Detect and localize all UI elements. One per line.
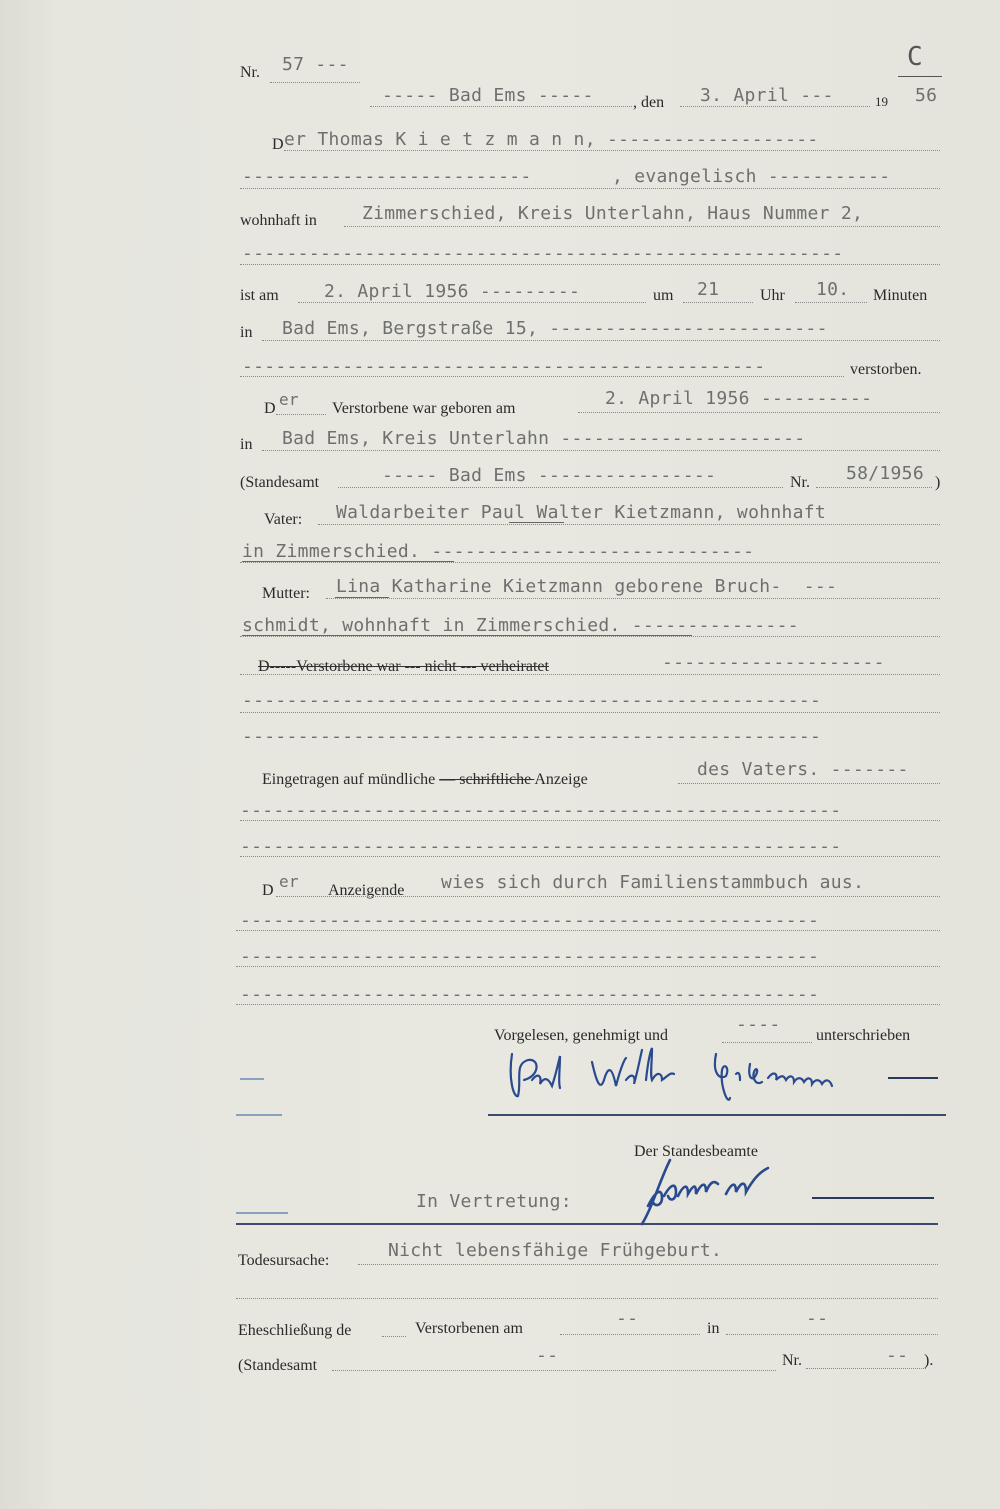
dotted-line — [240, 636, 940, 637]
nr-label: Nr. — [782, 1352, 802, 1369]
signature-rule — [488, 1114, 946, 1116]
dotted-line — [338, 487, 783, 488]
residence-label: wohnhaft in — [240, 212, 317, 229]
mother-value: Lina Katharine Kietzmann geborene Bruch- --- — [336, 576, 838, 597]
ident-line: ---------------------------------------------------- — [240, 910, 820, 931]
dotted-line — [236, 1298, 938, 1299]
deputy-label: In Vertretung: — [416, 1191, 572, 1212]
uhr-label: Uhr — [760, 287, 785, 304]
underline-address — [242, 561, 454, 562]
dotted-line — [276, 414, 326, 415]
ident-value: wies sich durch Familienstammbuch aus. — [441, 872, 865, 893]
report-label — [262, 771, 588, 789]
nr-label: Nr. — [240, 64, 260, 81]
nr-label: Nr. — [790, 474, 810, 491]
report-label-a: Eingetragen auf mündliche — [262, 771, 440, 788]
dotted-line — [240, 674, 940, 675]
birth-article: er — [279, 390, 299, 409]
underline-lina — [335, 597, 389, 598]
dotted-line — [370, 106, 632, 107]
marriage-registry-label: (Standesamt — [238, 1357, 318, 1374]
marital-dashes: -------------------- — [662, 652, 885, 673]
dotted-line — [240, 264, 940, 265]
marriage-label: Eheschließung de — [238, 1322, 352, 1339]
dotted-line — [270, 82, 360, 83]
dotted-line — [262, 450, 940, 451]
underline-paul — [509, 522, 564, 523]
marriage-registry-number: -- — [886, 1345, 909, 1366]
birth-registry: ----- Bad Ems ---------------- — [382, 465, 717, 486]
year-prefix: 19 — [875, 94, 888, 109]
deceased-name: er Thomas K i e t z m a n n, ------------------- — [284, 129, 819, 150]
father-label: Vater: — [264, 511, 303, 528]
dotted-line — [816, 487, 932, 488]
report-label-b: Anzeige — [534, 771, 588, 788]
registry-label: (Standesamt — [240, 474, 320, 491]
report-struck: — schriftliche — [439, 771, 535, 788]
cause-value: Nicht lebensfähige Frühgeburt. — [388, 1240, 723, 1261]
in-label: in — [240, 324, 253, 341]
marriage-place: -- — [806, 1308, 829, 1329]
birth-label: Verstorbene war geboren am — [332, 400, 516, 417]
ident-line: ---------------------------------------------------- — [240, 984, 820, 1005]
death-date: 2. April 1956 --------- — [324, 281, 581, 302]
rule-stub — [236, 1114, 282, 1116]
report-line: ------------------------------------------------------ — [240, 800, 842, 821]
mother-value-cont: schmidt, wohnhaft in Zimmerschied. --------------- — [242, 615, 799, 636]
dotted-line — [344, 226, 940, 227]
dotted-line — [795, 302, 867, 303]
underline-address — [242, 635, 692, 636]
corner-underline — [898, 76, 942, 77]
father-value: Waldarbeiter Paul Walter Kietzmann, wohnhaft — [336, 502, 827, 523]
dotted-line — [240, 376, 844, 377]
ident-prefix: D — [262, 882, 274, 899]
deceased-prefix: D — [272, 136, 284, 153]
birth-place: Bad Ems, Kreis Unterlahn ---------------------- — [282, 428, 806, 449]
dotted-line — [276, 896, 940, 897]
dotted-line — [326, 598, 940, 599]
informant-signature — [500, 1040, 940, 1110]
ident-line: ---------------------------------------------------- — [240, 946, 820, 967]
blank-line: ---------------------------------------------------- — [242, 690, 822, 711]
ident-label: Anzeigende — [328, 882, 405, 899]
registry-place: ----- Bad Ems ----- — [382, 85, 594, 106]
marriage-in-label: in — [707, 1320, 720, 1337]
dotted-line — [332, 1370, 776, 1371]
dotted-line — [806, 1368, 926, 1369]
entry-number: 57 --- — [282, 54, 349, 75]
dotted-line — [678, 783, 940, 784]
signature-fill: ---- — [736, 1014, 781, 1035]
religion: , evangelisch ----------- — [612, 166, 891, 187]
year-suffix: 56 — [915, 85, 938, 106]
dotted-line — [680, 106, 870, 107]
blank-line: ---------------------------------------------------- — [242, 726, 822, 747]
corner-mark: C — [907, 42, 923, 72]
dotted-line — [382, 1336, 406, 1337]
um-label: um — [653, 287, 674, 304]
den-label: , den — [633, 94, 665, 111]
residence-cont: ------------------------------------------------------ — [242, 243, 844, 264]
dotted-line — [236, 966, 940, 967]
dotted-line — [683, 302, 753, 303]
dotted-line — [262, 340, 940, 341]
report-line: ------------------------------------------------------ — [240, 836, 842, 857]
death-place: Bad Ems, Bergstraße 15, ------------------------- — [282, 318, 828, 339]
dotted-line — [560, 1334, 700, 1335]
ist-am-label: ist am — [240, 287, 279, 304]
dotted-line — [726, 1334, 938, 1335]
rule-stub — [236, 1212, 288, 1214]
death-place-cont: ----------------------------------------------- — [242, 356, 766, 377]
registrar-rule — [236, 1223, 938, 1225]
minuten-label: Minuten — [873, 287, 928, 304]
dotted-line — [298, 302, 646, 303]
death-hour: 21 — [697, 279, 720, 300]
father-value-cont: in Zimmerschied. ----------------------------- — [242, 541, 755, 562]
signed-label: unterschrieben — [816, 1027, 911, 1044]
reporter: des Vaters. ------- — [697, 759, 909, 780]
birth-prefix: D — [264, 400, 276, 417]
close-paren: ). — [924, 1352, 934, 1369]
rule-stub — [240, 1078, 264, 1080]
death-minutes: 10. — [816, 279, 850, 300]
verstorben-label: verstorben. — [850, 361, 922, 378]
dotted-line — [236, 930, 940, 931]
marriage-date: -- — [616, 1308, 639, 1329]
read-approved-label: Vorgelesen, genehmigt und — [494, 1027, 669, 1044]
religion-dashes: -------------------------- — [242, 166, 532, 187]
dotted-line — [358, 1264, 938, 1265]
dotted-line — [240, 820, 940, 821]
dotted-line — [284, 150, 940, 151]
registrar-signature — [630, 1150, 940, 1230]
marriage-label-b: Verstorbenen am — [415, 1320, 523, 1337]
registrar-title: Der Standesbeamte — [634, 1143, 758, 1160]
dotted-line — [240, 562, 940, 563]
in-label: in — [240, 436, 253, 453]
ident-article: er — [279, 872, 299, 891]
registry-date: 3. April --- — [700, 85, 834, 106]
marital-status-struck: D-----Verstorbene war --- nicht --- verheiratet — [258, 658, 549, 675]
dotted-line — [318, 524, 940, 525]
birth-registry-number: 58/1956 — [846, 463, 924, 484]
cause-label: Todesursache: — [238, 1252, 330, 1269]
birth-date: 2. April 1956 ---------- — [605, 388, 873, 409]
marriage-registry: -- — [536, 1345, 559, 1366]
dotted-line — [240, 856, 940, 857]
dotted-line — [240, 188, 940, 189]
mother-label: Mutter: — [262, 585, 310, 602]
dotted-line — [578, 412, 940, 413]
close-paren: ) — [935, 474, 941, 491]
residence-value: Zimmerschied, Kreis Unterlahn, Haus Nummer 2, — [362, 203, 864, 224]
dotted-line — [236, 1004, 940, 1005]
dotted-line — [240, 712, 940, 713]
